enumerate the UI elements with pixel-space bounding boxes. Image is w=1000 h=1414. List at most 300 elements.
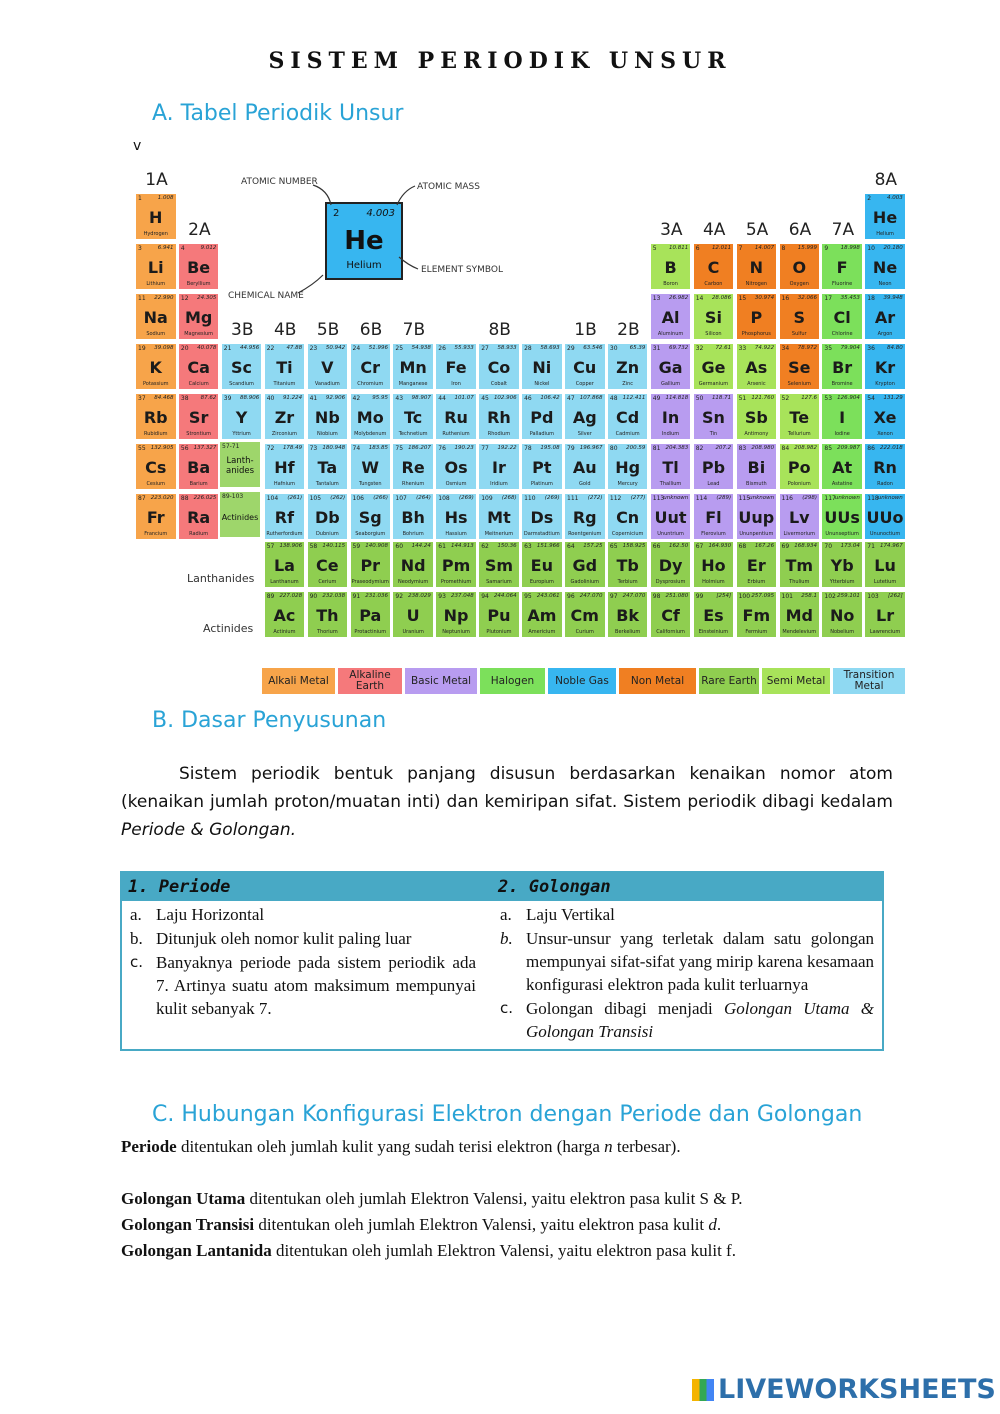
element-name: Darmstadtium	[523, 531, 560, 537]
atomic-mass: (268)	[501, 495, 517, 501]
group-label-3b: 3B	[231, 320, 254, 340]
section-c-body	[121, 1134, 911, 1264]
element-cr	[350, 343, 392, 390]
element-rg	[564, 493, 606, 540]
element-name: Tantalum	[315, 481, 339, 487]
atomic-mass: 102.906	[493, 395, 517, 401]
atomic-number: 81	[652, 445, 661, 452]
atomic-number: 37	[138, 395, 146, 402]
atomic-number: 54	[867, 395, 875, 402]
element-name: Lawrencium	[869, 629, 901, 635]
atomic-number: 32	[695, 345, 704, 352]
element-symbol: UUo	[866, 508, 904, 527]
element-symbol: Pd	[530, 408, 554, 427]
group-label-1b: 1B	[574, 320, 597, 340]
section-c-heading: C. Hubungan Konfigurasi Elektron dengan Periode dan Golongan	[152, 1102, 863, 1127]
element-symbol: Np	[443, 606, 469, 625]
atomic-mass: (269)	[459, 495, 474, 501]
atomic-mass: 51.996	[368, 345, 388, 351]
element-name: Tin	[709, 431, 718, 437]
atomic-mass: 40.078	[197, 345, 217, 351]
section-b-heading: B. Dasar Penyusunan	[152, 708, 387, 733]
element-name: Flerovium	[701, 531, 726, 537]
element-li	[135, 243, 177, 290]
element-br	[821, 343, 863, 390]
atomic-number: 90	[309, 593, 318, 600]
atomic-mass: 106.42	[540, 395, 560, 401]
element-name: Silicon	[705, 331, 722, 337]
atomic-mass: [254]	[716, 593, 732, 599]
element-symbol: Na	[143, 308, 168, 327]
element-tm	[779, 541, 821, 588]
element-symbol: Be	[187, 258, 211, 277]
periode-cell	[121, 901, 492, 1050]
element-name: Americium	[528, 629, 556, 635]
element-name: Lutetium	[873, 579, 897, 585]
atomic-mass: 24.305	[197, 295, 217, 301]
atomic-number: 72	[266, 445, 275, 452]
element-ce	[307, 541, 349, 588]
element-fl	[693, 493, 735, 540]
element-zn	[607, 343, 649, 390]
element-symbol: Cu	[573, 358, 597, 377]
element-cs	[135, 443, 177, 490]
atomic-number: 113	[652, 495, 665, 502]
group-label-5a: 5A	[745, 220, 769, 240]
element-symbol: Pm	[441, 556, 471, 575]
atomic-number: 75	[395, 445, 404, 452]
atomic-mass: unknown	[663, 495, 689, 501]
atomic-mass: 207.2	[715, 445, 732, 451]
atomic-number: 67	[695, 543, 704, 550]
line-italic: n	[604, 1137, 613, 1156]
element-name: Terbium	[617, 579, 638, 585]
element-md	[779, 591, 821, 638]
atomic-mass: 150.36	[497, 543, 517, 549]
element-symbol: Ba	[187, 458, 211, 477]
element-in	[650, 393, 692, 440]
atomic-number: 103	[867, 593, 879, 600]
element-name: Rutherfordium	[266, 531, 303, 537]
element-xe	[864, 393, 906, 440]
atomic-number: 4	[180, 245, 185, 252]
atomic-number: 102	[824, 593, 836, 600]
element-name: Rhodium	[487, 431, 511, 437]
legend-semi-metal: Semi Metal	[761, 667, 831, 695]
element-symbol: Cs	[145, 458, 167, 477]
element-symbol: Li	[147, 258, 164, 277]
group-label-3a: 3A	[660, 220, 683, 240]
element-symbol: Rf	[274, 508, 295, 527]
atomic-number: 112	[609, 495, 622, 502]
atomic-mass: 200.59	[626, 445, 646, 451]
element-n	[736, 243, 778, 290]
atomic-number: 6	[695, 245, 700, 252]
atomic-mass: 121.760	[751, 395, 775, 401]
atomic-number: 99	[695, 593, 704, 600]
element-name: Promethium	[440, 579, 472, 585]
element-symbol: Hf	[274, 458, 295, 477]
atomic-number: 3	[138, 245, 142, 252]
element-symbol: Ni	[532, 358, 552, 377]
element-name: Yttrium	[232, 431, 251, 437]
atomic-mass: 251.080	[665, 593, 689, 599]
element-th	[307, 591, 349, 638]
atomic-mass: 35.453	[840, 295, 860, 301]
atomic-mass: 247.070	[622, 593, 646, 599]
lanthanides-placeholder-cell	[219, 441, 261, 488]
atomic-mass: 231.036	[365, 593, 388, 599]
element-al	[650, 293, 692, 340]
atomic-mass: 131.29	[883, 395, 903, 401]
element-name: Helium	[876, 231, 894, 237]
element-symbol: K	[149, 358, 162, 377]
element-name: Hafnium	[273, 481, 296, 487]
atomic-number: 116	[781, 495, 793, 502]
element-os	[435, 443, 477, 490]
atomic-mass: (289)	[716, 495, 732, 501]
element-symbol: Ca	[187, 358, 210, 377]
element-symbol: F	[836, 258, 848, 277]
atomic-mass: 88.906	[240, 395, 260, 401]
atomic-number: 117	[824, 495, 836, 502]
element-symbol: Te	[789, 408, 810, 427]
atomic-mass: (298)	[802, 495, 817, 501]
element-name: Erbium	[747, 579, 766, 585]
element-symbol: Ar	[874, 308, 896, 327]
element-symbol: Si	[704, 308, 722, 327]
element-lr	[864, 591, 906, 638]
atomic-number: 65	[609, 543, 618, 550]
element-symbol: Lu	[874, 556, 896, 575]
element-symbol: Zr	[274, 408, 295, 427]
atomic-number: 78	[524, 445, 532, 452]
lanthanides-cell-text: Lanth-anides	[225, 456, 254, 476]
atomic-number: 40	[266, 395, 275, 402]
atomic-number: 109	[481, 495, 493, 502]
atomic-number: 34	[781, 345, 790, 352]
element-symbol: Es	[703, 606, 724, 625]
element-name: Californium	[656, 629, 685, 635]
group-label-8b: 8B	[488, 320, 511, 340]
element-symbol: Re	[401, 458, 425, 477]
element-symbol: Cm	[570, 606, 599, 625]
element-eu	[521, 541, 563, 588]
element-name: Nitrogen	[745, 281, 768, 287]
element-symbol: No	[829, 606, 855, 625]
atomic-mass: (269)	[544, 495, 560, 501]
atomic-number: 70	[824, 543, 833, 550]
atomic-mass: 101.07	[454, 395, 474, 401]
atomic-number: 31	[652, 345, 661, 352]
element-symbol: Ds	[530, 508, 554, 527]
legend-rare-earth: Rare Earth	[698, 667, 760, 695]
periode-header	[121, 872, 492, 901]
atomic-number: 43	[395, 395, 404, 402]
group-label-5b: 5B	[316, 320, 340, 340]
element-fe	[435, 343, 477, 390]
atomic-number: 108	[438, 495, 450, 502]
atomic-number: 64	[567, 543, 575, 550]
item-text: Golongan dibagi menjadi Golongan Utama & Golongan Transisi	[526, 999, 874, 1041]
item-text: Banyaknya periode pada sistem periodik ada 7. Artinya suatu atom maksimum mempunyai kulit sebanyak 7.	[156, 953, 476, 1018]
atomic-mass: (272)	[587, 495, 603, 501]
atomic-number: 84	[781, 445, 790, 452]
atomic-mass: 167.26	[754, 543, 775, 549]
element-pr	[350, 541, 392, 588]
atomic-number-label: ATOMIC NUMBER	[241, 177, 318, 187]
element-name: Lanthanum	[270, 579, 299, 585]
atomic-mass: 209.987	[837, 445, 860, 451]
atomic-number: 9	[824, 245, 829, 252]
group-label-8a: 8A	[874, 170, 898, 190]
atomic-mass: 87.62	[200, 395, 217, 401]
legend-transition-metal: Transition Metal	[832, 667, 906, 695]
element-uus	[821, 493, 863, 540]
element-symbol: Mo	[356, 408, 384, 427]
atomic-number: 55	[138, 445, 146, 452]
atomic-mass: unknown	[749, 495, 775, 501]
element-name: Strontium	[186, 431, 211, 437]
atomic-number: 44	[438, 395, 446, 402]
atomic-number: 73	[309, 445, 318, 452]
element-zr	[264, 393, 306, 440]
element-name: Niobium	[316, 431, 338, 437]
element-name: Copernicium	[611, 531, 644, 537]
atomic-mass: 204.383	[665, 445, 689, 451]
element-symbol: Se	[788, 358, 811, 377]
atomic-mass: 186.207	[408, 445, 431, 451]
element-symbol: Mt	[487, 508, 511, 527]
chemical-name-label: CHEMICAL NAME	[228, 291, 304, 301]
element-symbol: Sg	[358, 508, 382, 527]
element-symbol: At	[832, 458, 853, 477]
element-name: Francium	[144, 531, 168, 537]
atomic-number: 69	[781, 543, 790, 550]
atomic-number: 15	[738, 295, 747, 302]
atomic-number: 8	[781, 245, 786, 252]
atomic-mass: 223.020	[150, 495, 174, 501]
atomic-mass: 39.098	[154, 345, 174, 351]
element-name: Mendelevium	[782, 629, 817, 635]
atomic-number: 66	[652, 543, 661, 550]
element-tc	[392, 393, 434, 440]
item-emphasis: Golongan Utama & Golongan Transisi	[526, 999, 874, 1041]
atomic-mass: 98.907	[411, 395, 431, 401]
atomic-number: 97	[609, 593, 618, 600]
atomic-number: 12	[180, 295, 189, 302]
element-pu	[478, 591, 520, 638]
element-symbol: Po	[787, 458, 811, 477]
sample-atomic-mass: 4.003	[366, 208, 395, 219]
atomic-mass: 14.007	[754, 245, 775, 251]
group-label-6b: 6B	[359, 320, 383, 340]
atomic-number: 57	[266, 543, 275, 550]
atomic-mass: 78.972	[797, 345, 817, 351]
atomic-mass: 58.933	[497, 345, 517, 351]
atomic-mass: 140.115	[322, 543, 346, 549]
atomic-number: 94	[481, 593, 489, 600]
atomic-mass: 158.925	[622, 543, 646, 549]
element-name: Silver	[577, 431, 592, 437]
atomic-mass: 1.008	[157, 195, 174, 201]
atomic-mass: 222.018	[880, 445, 903, 451]
element-ag	[564, 393, 606, 440]
atomic-number: 38	[180, 395, 189, 402]
atomic-number: 11	[138, 295, 146, 302]
element-yb	[821, 541, 863, 588]
element-name: Neodymium	[397, 579, 429, 585]
element-i	[821, 393, 863, 440]
atomic-number: 79	[567, 445, 575, 452]
element-name: Zinc	[622, 381, 633, 387]
stray-note: v	[133, 138, 142, 154]
atomic-mass: 226.025	[193, 495, 217, 501]
element-name: Oxygen	[789, 281, 809, 287]
element-symbol: H	[149, 208, 163, 227]
item-text: Laju Vertikal	[526, 905, 615, 924]
element-symbol: Pu	[487, 606, 511, 625]
element-dy	[650, 541, 692, 588]
atomic-mass: 95.95	[372, 395, 388, 401]
item-text: Unsur-unsur yang terletak dalam satu golongan mempunyai sifat-sifat yang mirip karena kesamaan konfigurasi elektron pada kulit terluarnya	[526, 929, 874, 994]
atomic-mass: 58.693	[540, 345, 560, 351]
atomic-mass: 84.80	[887, 345, 903, 351]
element-symbol: Cr	[360, 358, 381, 377]
element-name: Fluorine	[832, 281, 853, 287]
element-name: Livermorium	[783, 531, 816, 537]
atomic-number: 24	[352, 345, 361, 352]
element-name: Molybdenum	[354, 431, 387, 437]
element-symbol: Fl	[705, 508, 722, 527]
sample-name: Helium	[346, 260, 382, 271]
element-mg	[178, 293, 220, 340]
element-symbol: P	[750, 308, 763, 327]
element-mt	[478, 493, 520, 540]
element-symbol: Cn	[616, 508, 640, 527]
atomic-mass: 140.908	[365, 543, 388, 549]
element-name: Ytterbium	[829, 579, 855, 585]
element-name: Nickel	[534, 381, 550, 387]
element-name: Manganese	[398, 381, 428, 387]
element-symbol: Ra	[187, 508, 211, 527]
element-name: Plutonium	[486, 629, 512, 635]
element-symbol: Rn	[873, 458, 897, 477]
atomic-number: 114	[695, 495, 708, 502]
atomic-number: 16	[781, 295, 790, 302]
item-marker: a.	[500, 905, 512, 924]
atomic-mass: [262]	[888, 593, 903, 599]
paragraph-emphasis: Periode & Golongan.	[121, 820, 296, 840]
element-pa	[350, 591, 392, 638]
element-er	[736, 541, 778, 588]
line-italic: d	[708, 1215, 717, 1234]
atomic-mass: 44.956	[240, 345, 260, 351]
element-name: Astatine	[831, 481, 853, 487]
element-au	[564, 443, 606, 490]
atomic-mass: 26.982	[669, 295, 689, 301]
element-hg	[607, 443, 649, 490]
atomic-mass: 18.998	[840, 245, 860, 251]
atomic-mass: 79.904	[840, 345, 860, 351]
element-name: Zirconium	[271, 431, 298, 437]
atomic-mass: 208.980	[751, 445, 775, 451]
element-uut	[650, 493, 692, 540]
atomic-number: 42	[352, 395, 361, 402]
element-ti	[264, 343, 306, 390]
element-s	[779, 293, 821, 340]
element-sm	[478, 541, 520, 588]
element-tb	[607, 541, 649, 588]
element-name: Barium	[189, 481, 208, 487]
element-symbol: Pb	[701, 458, 726, 477]
atomic-number: 68	[738, 543, 747, 550]
element-pm	[435, 541, 477, 588]
element-name: Indium	[661, 431, 680, 437]
item-marker: c.	[130, 953, 144, 971]
element-name: Fermium	[745, 629, 768, 635]
atomic-mass: 238.029	[408, 593, 431, 599]
golongan-list	[500, 903, 874, 1043]
atomic-mass: 162.50	[669, 543, 689, 549]
element-symbol: In	[661, 408, 680, 427]
atomic-mass: 55.933	[454, 345, 474, 351]
atomic-mass: 47.88	[286, 345, 303, 351]
logo-icon	[692, 1379, 714, 1401]
legend-basic-metal: Basic Metal	[404, 667, 478, 695]
element-nd	[392, 541, 434, 588]
element-symbol: Mg	[184, 308, 213, 327]
element-h	[135, 193, 177, 240]
atomic-mass: 10.811	[669, 245, 689, 251]
atomic-mass: 4.003	[887, 195, 903, 201]
atomic-mass: 174.967	[880, 543, 903, 549]
element-name: Arsenic	[747, 381, 766, 387]
legend-noble-gas: Noble Gas	[547, 667, 617, 695]
element-o	[779, 243, 821, 290]
element-name: Carbon	[704, 281, 723, 287]
element-ge	[693, 343, 735, 390]
section-a-heading: A. Tabel Periodik Unsur	[152, 101, 404, 126]
element-name: Iodine	[834, 431, 850, 437]
element-name: Tellurium	[787, 431, 811, 437]
element-symbol: Rg	[572, 508, 597, 527]
periode-item	[130, 951, 476, 1020]
element-name: Phosphorus	[741, 331, 771, 337]
element-symbol: Er	[746, 556, 766, 575]
atomic-mass: 190.23	[454, 445, 474, 451]
element-symbol: Sn	[701, 408, 725, 427]
atomic-mass: (277)	[630, 495, 646, 501]
element-symbol: Yb	[830, 556, 854, 575]
atomic-number: 23	[309, 345, 318, 352]
element-symbol: B	[664, 258, 677, 277]
atomic-number: 36	[867, 345, 875, 352]
element-cd	[607, 393, 649, 440]
element-sn	[693, 393, 735, 440]
atomic-mass: 137.327	[193, 445, 217, 451]
element-po	[779, 443, 821, 490]
element-name: Cesium	[146, 481, 166, 487]
element-name: Platinum	[530, 481, 553, 487]
element-cl	[821, 293, 863, 340]
element-symbol: Ne	[872, 258, 898, 277]
element-name: Tungsten	[358, 481, 382, 487]
element-he	[864, 193, 906, 240]
element-symbol: O	[792, 258, 807, 277]
atomic-mass: 22.990	[154, 295, 174, 301]
element-mo	[350, 393, 392, 440]
